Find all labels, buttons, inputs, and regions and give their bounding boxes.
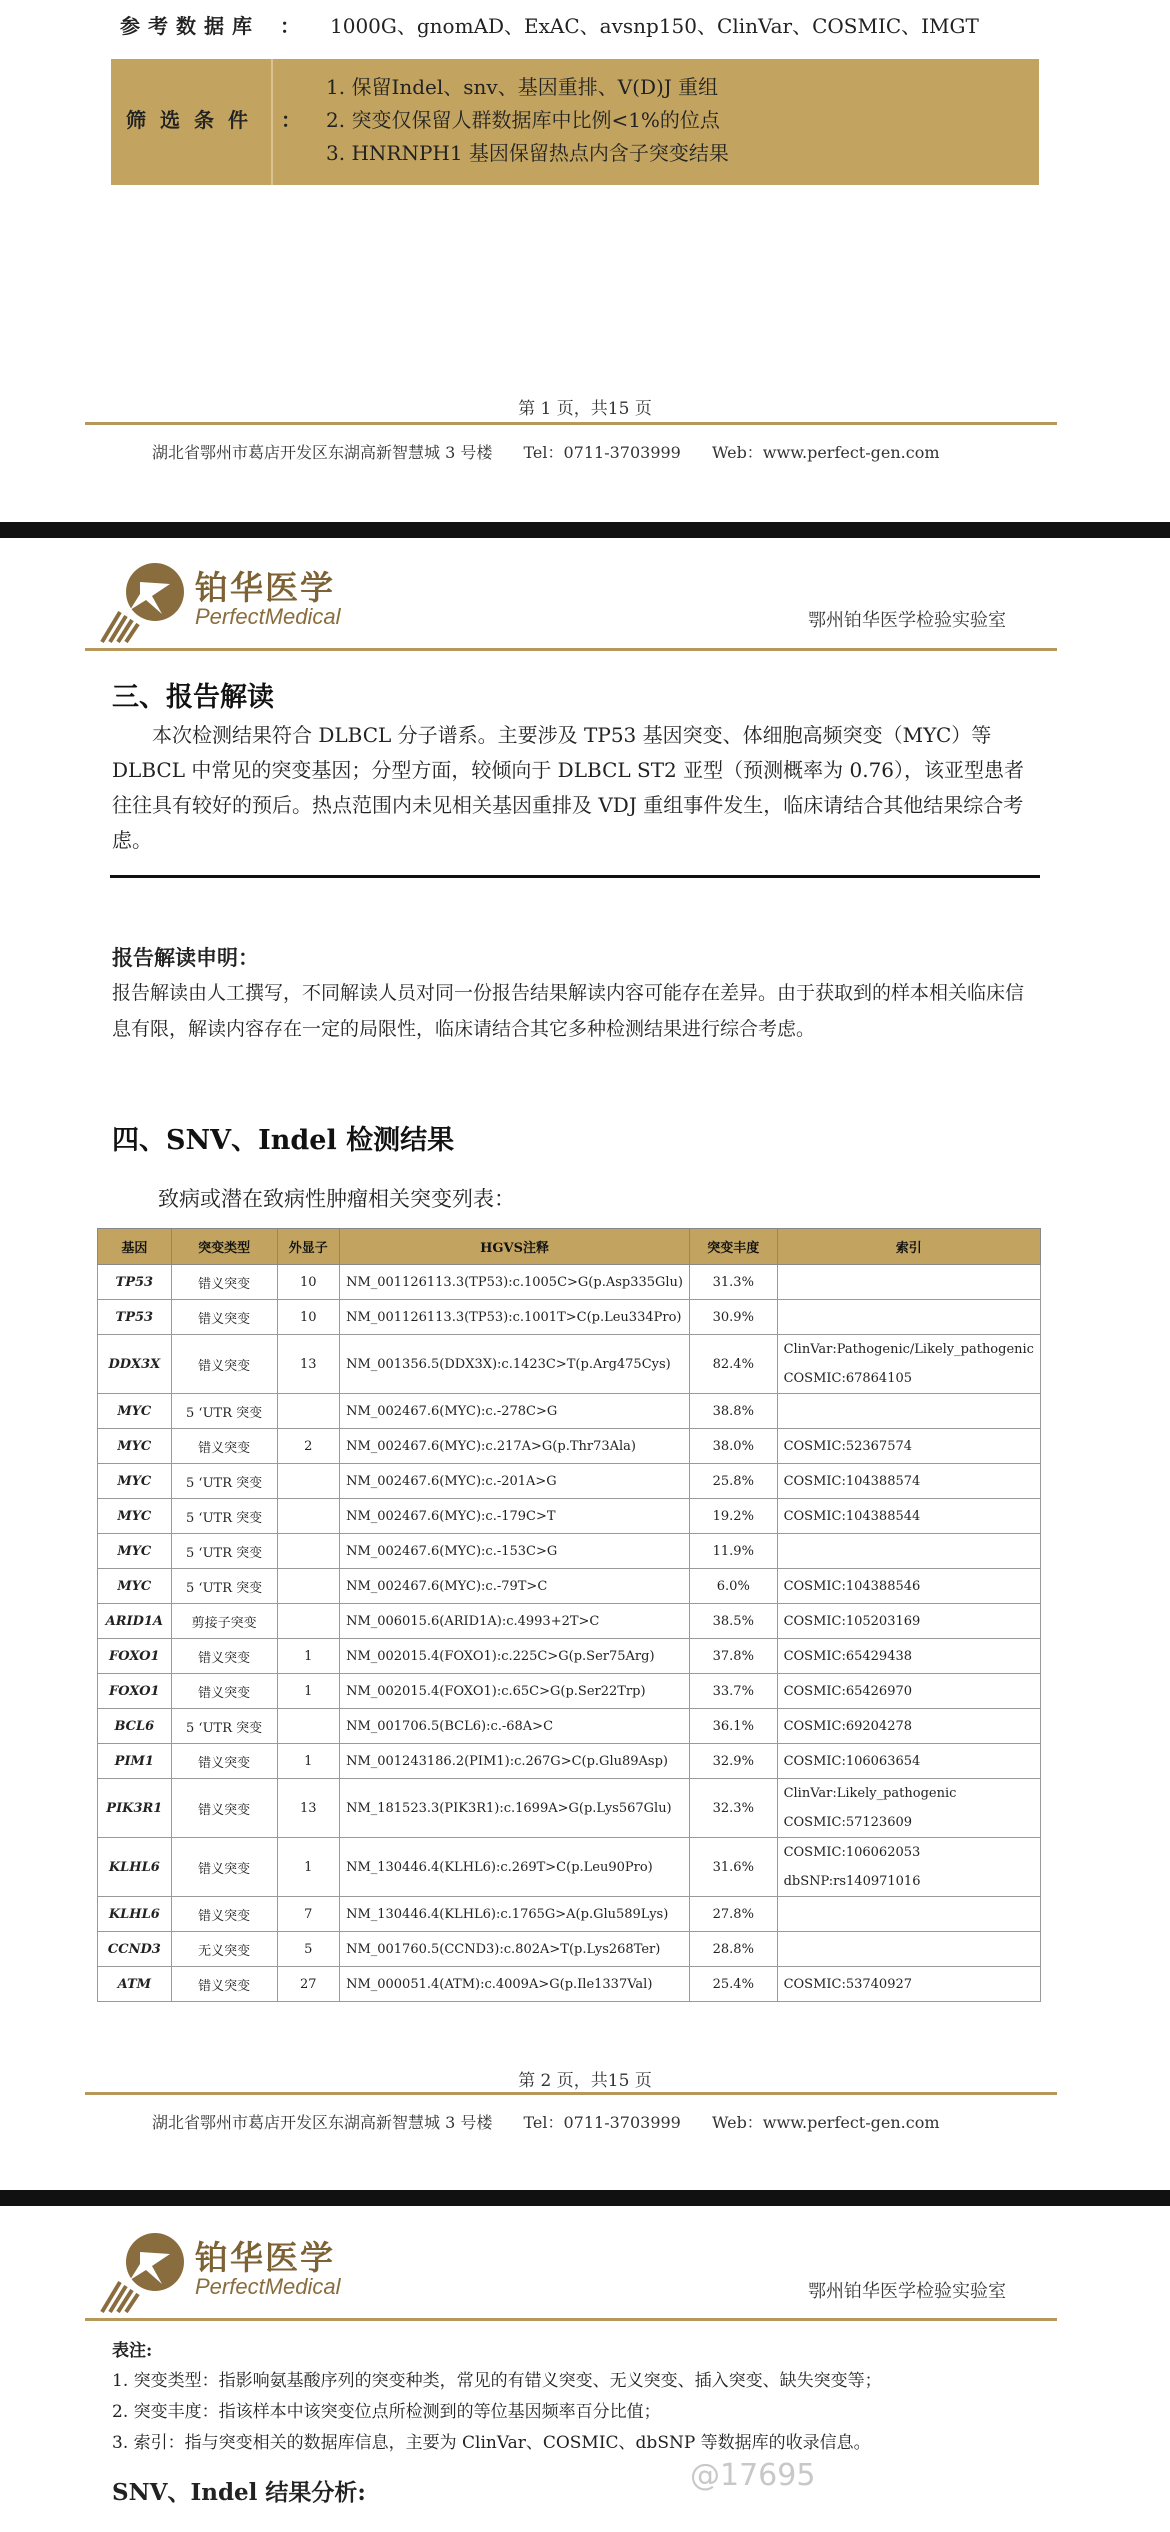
freq-cell: 37.8% [690,1639,778,1674]
type-cell: 无义突变 [171,1932,277,1967]
type-cell: 错义突变 [171,1335,277,1394]
table-row [98,1464,1041,1499]
table-row [98,1265,1041,1300]
exon-cell: 1 [277,1674,340,1709]
logo-mark-icon [100,562,192,646]
table-row [98,1967,1041,2002]
index-cell [777,1265,1040,1300]
table-caption: 致病或潜在致病性肿瘤相关突变列表： [158,1187,515,1211]
type-cell: 错义突变 [171,1265,277,1300]
gene-cell: TP53 [98,1300,172,1335]
col-header-gene: 基因 [98,1229,172,1265]
table-row [98,1499,1041,1534]
exon-cell [277,1604,340,1639]
company-logo [100,2232,360,2312]
footer-address [152,2110,940,2133]
table-row [98,1674,1041,1709]
type-cell: 5 ‘UTR 突变 [171,1499,277,1534]
tel-text: Tel：0711-3703999 [523,2113,681,2132]
type-cell: 错义突变 [171,1744,277,1779]
index-entry: COSMIC:53740927 [783,1976,913,1992]
col-header-type: 突变类型 [171,1229,277,1265]
table-row [98,1709,1041,1744]
filter-item: 2. 突变仅保留人群数据库中比例<1%的位点 [326,108,720,132]
tel-text: Tel：0711-3703999 [523,443,681,462]
index-entry: dbSNP:rs140971016 [783,1874,921,1889]
logo-text-cn: 铂华医学 [195,2238,335,2277]
exon-cell: 13 [277,1335,340,1394]
hgvs-cell: NM_001126113.3(TP53):c.1001T>C(p.Leu334Pro) [340,1300,690,1335]
col-header-index: 索引 [777,1229,1040,1265]
hgvs-cell: NM_001126113.3(TP53):c.1005C>G(p.Asp335Glu) [340,1265,690,1300]
gene-cell: ATM [98,1967,172,2002]
type-cell: 错义突变 [171,1300,277,1335]
freq-cell: 28.8% [690,1932,778,1967]
gene-cell: BCL6 [98,1709,172,1744]
hgvs-cell: NM_002467.6(MYC):c.-278C>G [340,1394,690,1429]
index-entry: COSMIC:67864105 [783,1371,913,1386]
filter-criteria-box [111,59,1039,185]
freq-cell: 27.8% [690,1897,778,1932]
hgvs-cell: NM_002467.6(MYC):c.-79T>C [340,1569,690,1604]
reference-db-colon: ： [280,14,300,38]
hgvs-cell: NM_130446.4(KLHL6):c.269T>C(p.Leu90Pro) [340,1838,690,1897]
exon-cell: 10 [277,1300,340,1335]
index-entry: COSMIC:57123609 [783,1815,913,1830]
reference-db-label: 参考数据库 [120,14,260,38]
index-entry: COSMIC:105203169 [783,1613,921,1629]
web-text: Web：www.perfect-gen.com [711,443,940,462]
index-cell [777,1779,1040,1838]
gene-cell: DDX3X [98,1335,172,1394]
table-row [98,1335,1041,1394]
type-cell: 错义突变 [171,1639,277,1674]
table-row [98,1779,1041,1838]
gene-cell: KLHL6 [98,1838,172,1897]
interpretation-paragraph: 本次检测结果符合 DLBCL 分子谱系。主要涉及 TP53 基因突变、体细胞高频突变（MYC）等 DLBCL 中常见的突变基因；分型方面，较倾向于 DLBCL ST2 亚型（预测概率为 0.76），该亚型患者往往具有较好的预后。热点范围内未见相关基因重排及 VDJ 重组事件发生，临床请结合其他结果综合考虑。 [112,723,1025,852]
note-item: 1. 突变类型：指影响氨基酸序列的突变种类，常见的有错义突变、无义突变、插入突变、缺失突变等； [112,2371,882,2391]
exon-cell: 1 [277,1639,340,1674]
page-number: 第 1 页，共15 页 [518,399,652,419]
table-row [98,1300,1041,1335]
freq-cell: 36.1% [690,1709,778,1744]
index-cell [777,1639,1040,1674]
filter-item: 1. 保留Indel、snv、基因重排、V(D)J 重组 [326,75,719,99]
table-row [98,1897,1041,1932]
table-row [98,1744,1041,1779]
index-cell [777,1394,1040,1429]
freq-cell: 31.3% [690,1265,778,1300]
filter-criteria-colon: ： [281,108,301,132]
hgvs-cell: NM_002467.6(MYC):c.-201A>G [340,1464,690,1499]
header-divider [85,2318,1057,2321]
index-cell [777,1709,1040,1744]
type-cell: 5 ‘UTR 突变 [171,1709,277,1744]
freq-cell: 30.9% [690,1300,778,1335]
index-cell [777,1744,1040,1779]
hgvs-cell: NM_001706.5(BCL6):c.-68A>C [340,1709,690,1744]
exon-cell [277,1709,340,1744]
table-row [98,1394,1041,1429]
freq-cell: 38.8% [690,1394,778,1429]
table-header-row [98,1229,1041,1265]
page-number: 第 2 页，共15 页 [518,2071,652,2091]
section-rule [110,875,1040,878]
lab-name: 鄂州铂华医学检验实验室 [808,610,1006,631]
note-item: 2. 突变丰度：指该样本中该突变位点所检测到的等位基因频率百分比值； [112,2402,661,2422]
index-entry: COSMIC:52367574 [783,1438,913,1454]
footer-address [152,440,940,463]
index-entry: ClinVar:Pathogenic/Likely_pathogenic [783,1342,1034,1357]
note-item: 3. 索引：指与突变相关的数据库信息，主要为 ClinVar、COSMIC、dbSNP 等数据库的收录信息。 [112,2433,871,2453]
index-cell [777,1932,1040,1967]
freq-cell: 32.3% [690,1779,778,1838]
hgvs-cell: NM_001356.5(DDX3X):c.1423C>T(p.Arg475Cys) [340,1335,690,1394]
logo-text-en: PerfectMedical [195,604,341,629]
gene-cell: MYC [98,1534,172,1569]
hgvs-cell: NM_130446.4(KLHL6):c.1765G>A(p.Glu589Lys) [340,1897,690,1932]
index-cell [777,1534,1040,1569]
type-cell: 错义突变 [171,1429,277,1464]
type-cell: 5 ‘UTR 突变 [171,1394,277,1429]
exon-cell: 5 [277,1932,340,1967]
exon-cell [277,1394,340,1429]
type-cell: 5 ‘UTR 突变 [171,1534,277,1569]
freq-cell: 19.2% [690,1499,778,1534]
table-row [98,1932,1041,1967]
gene-cell: MYC [98,1429,172,1464]
exon-cell: 7 [277,1897,340,1932]
hgvs-cell: NM_002015.4(FOXO1):c.65C>G(p.Ser22Trp) [340,1674,690,1709]
hgvs-cell: NM_002467.6(MYC):c.-153C>G [340,1534,690,1569]
index-cell [777,1429,1040,1464]
col-header-exon: 外显子 [277,1229,340,1265]
index-entry: COSMIC:106062053 [783,1845,921,1860]
logo-mark-icon [100,2232,192,2316]
freq-cell: 38.5% [690,1604,778,1639]
table-row [98,1569,1041,1604]
hgvs-cell: NM_000051.4(ATM):c.4009A>G(p.Ile1337Val) [340,1967,690,2002]
table-row [98,1639,1041,1674]
watermark: @17695 [690,2458,816,2493]
index-cell [777,1300,1040,1335]
freq-cell: 6.0% [690,1569,778,1604]
company-logo [100,562,360,642]
hgvs-cell: NM_002467.6(MYC):c.-179C>T [340,1499,690,1534]
type-cell: 错义突变 [171,1674,277,1709]
hgvs-cell: NM_001243186.2(PIM1):c.267G>C(p.Glu89Asp) [340,1744,690,1779]
index-cell [777,1897,1040,1932]
type-cell: 剪接子突变 [171,1604,277,1639]
gene-cell: MYC [98,1499,172,1534]
hgvs-cell: NM_006015.6(ARID1A):c.4993+2T>C [340,1604,690,1639]
statement-title: 报告解读申明： [112,945,259,970]
index-entry: COSMIC:65426970 [783,1683,913,1699]
gene-cell: CCND3 [98,1932,172,1967]
type-cell: 错义突变 [171,1779,277,1838]
lab-name: 鄂州铂华医学检验实验室 [808,2281,1006,2302]
header-divider [85,648,1057,651]
gene-cell: MYC [98,1464,172,1499]
gene-cell: FOXO1 [98,1639,172,1674]
table-row [98,1838,1041,1897]
hgvs-cell: NM_181523.3(PIK3R1):c.1699A>G(p.Lys567Glu) [340,1779,690,1838]
index-cell [777,1569,1040,1604]
index-entry: COSMIC:69204278 [783,1718,913,1734]
index-cell [777,1464,1040,1499]
type-cell: 5 ‘UTR 突变 [171,1464,277,1499]
address-text: 湖北省鄂州市葛店开发区东湖高新智慧城 3 号楼 [152,2113,493,2132]
hgvs-cell: NM_001760.5(CCND3):c.802A>T(p.Lys268Ter) [340,1932,690,1967]
footer-divider [85,422,1057,425]
filter-criteria-label: 筛选条件 [126,108,262,132]
filter-divider [271,59,273,185]
index-cell [777,1499,1040,1534]
table-row [98,1534,1041,1569]
page-separator [0,2190,1170,2206]
address-text: 湖北省鄂州市葛店开发区东湖高新智慧城 3 号楼 [152,443,493,462]
analysis-title: SNV、Indel 结果分析: [112,2479,366,2506]
index-cell [777,1674,1040,1709]
footer-divider [85,2092,1057,2095]
exon-cell: 13 [277,1779,340,1838]
logo-text-cn: 铂华医学 [195,568,335,607]
page-separator [0,522,1170,538]
gene-cell: TP53 [98,1265,172,1300]
col-header-freq: 突变丰度 [690,1229,778,1265]
gene-cell: MYC [98,1394,172,1429]
exon-cell [277,1569,340,1604]
index-entry: ClinVar:Likely_pathogenic [783,1786,957,1801]
gene-cell: PIK3R1 [98,1779,172,1838]
freq-cell: 33.7% [690,1674,778,1709]
logo-text-en: PerfectMedical [195,2274,341,2299]
index-entry: COSMIC:106063654 [783,1753,921,1769]
gene-cell: FOXO1 [98,1674,172,1709]
index-entry: COSMIC:104388544 [783,1508,921,1524]
index-cell [777,1604,1040,1639]
index-cell [777,1335,1040,1394]
exon-cell: 27 [277,1967,340,2002]
statement-text: 报告解读由人工撰写，不同解读人员对同一份报告结果解读内容可能存在差异。由于获取到的样本相关临床信息有限，解读内容存在一定的局限性，临床请结合其它多种检测结果进行综合考虑。 [112,982,1025,1040]
exon-cell [277,1499,340,1534]
type-cell: 错义突变 [171,1838,277,1897]
type-cell: 5 ‘UTR 突变 [171,1569,277,1604]
notes-title: 表注: [112,2341,153,2361]
index-entry: COSMIC:65429438 [783,1648,913,1664]
filter-item: 3. HNRNPH1 基因保留热点内含子突变结果 [326,141,729,165]
table-row [98,1604,1041,1639]
freq-cell: 38.0% [690,1429,778,1464]
filter-criteria-list [326,71,729,170]
index-cell [777,1838,1040,1897]
web-text: Web：www.perfect-gen.com [711,2113,940,2132]
exon-cell: 10 [277,1265,340,1300]
table-row [98,1429,1041,1464]
gene-cell: KLHL6 [98,1897,172,1932]
index-cell [777,1967,1040,2002]
freq-cell: 25.4% [690,1967,778,2002]
exon-cell: 2 [277,1429,340,1464]
type-cell: 错义突变 [171,1897,277,1932]
col-header-hgvs: HGVS注释 [340,1229,690,1265]
type-cell: 错义突变 [171,1967,277,2002]
variant-table [97,1228,1041,2002]
notes-list [112,2366,1042,2459]
gene-cell: PIM1 [98,1744,172,1779]
reference-db-value: 1000G、gnomAD、ExAC、avsnp150、ClinVar、COSMIC、IMGT [330,14,979,38]
freq-cell: 82.4% [690,1335,778,1394]
index-entry: COSMIC:104388546 [783,1578,921,1594]
exon-cell [277,1534,340,1569]
freq-cell: 25.8% [690,1464,778,1499]
exon-cell [277,1464,340,1499]
gene-cell: ARID1A [98,1604,172,1639]
freq-cell: 31.6% [690,1838,778,1897]
variant-table-body [98,1265,1041,2002]
freq-cell: 32.9% [690,1744,778,1779]
section-title-snv-indel: 四、SNV、Indel 检测结果 [112,1125,455,1156]
exon-cell: 1 [277,1838,340,1897]
exon-cell: 1 [277,1744,340,1779]
hgvs-cell: NM_002015.4(FOXO1):c.225C>G(p.Ser75Arg) [340,1639,690,1674]
freq-cell: 11.9% [690,1534,778,1569]
section-title-report-interpretation: 三、报告解读 [112,682,274,713]
gene-cell: MYC [98,1569,172,1604]
index-entry: COSMIC:104388574 [783,1473,921,1489]
hgvs-cell: NM_002467.6(MYC):c.217A>G(p.Thr73Ala) [340,1429,690,1464]
